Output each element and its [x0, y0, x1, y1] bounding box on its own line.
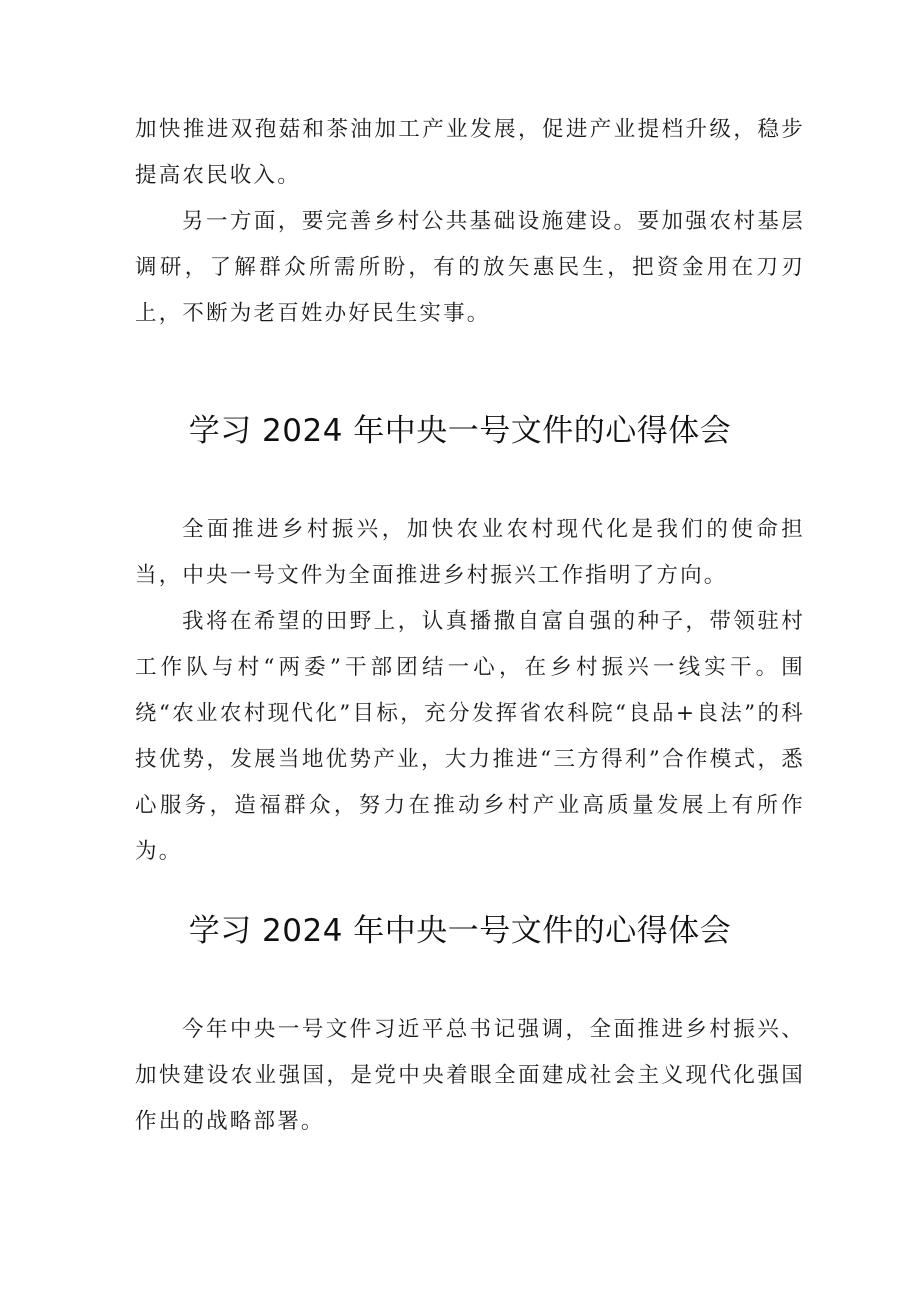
section2-paragraph-1: 今年中央一号文件习近平总书记强调，全面推进乡村振兴、加快建设农业强国，是党中央着眼全面建成社会主义现代化强国作出的战略部署。	[135, 1017, 805, 1134]
paragraph-continuation: 加快推进双孢菇和茶油加工产业发展，促进产业提档升级，稳步提高农民收入。	[135, 117, 805, 188]
section-title-2: 学习 2024 年中央一号文件的心得体会	[188, 913, 732, 949]
section1-paragraph-1: 全面推进乡村振兴，加快农业农村现代化是我们的使命担当，中央一号文件为全面推进乡村振兴工作指明了方向。	[135, 517, 805, 588]
section-title-1: 学习 2024 年中央一号文件的心得体会	[188, 413, 732, 449]
paragraph-infrastructure: 另一方面，要完善乡村公共基础设施建设。要加强农村基层调研，了解群众所需所盼，有的放矢惠民生，把资金用在刀刃上，不断为老百姓办好民生实事。	[135, 209, 805, 326]
section1-paragraph-2: 我将在希望的田野上，认真播撒自富自强的种子，带领驻村工作队与村“两委”干部团结一心，在乡村振兴一线实干。围绕“农业农村现代化”目标，充分发挥省农科院“良品+良法”的科技优势，发展当地优势产业，大力推进“三方得利”合作模式，悉心服务，造福群众，努力在推动乡村产业高质量发展上有所作为。	[135, 609, 805, 864]
